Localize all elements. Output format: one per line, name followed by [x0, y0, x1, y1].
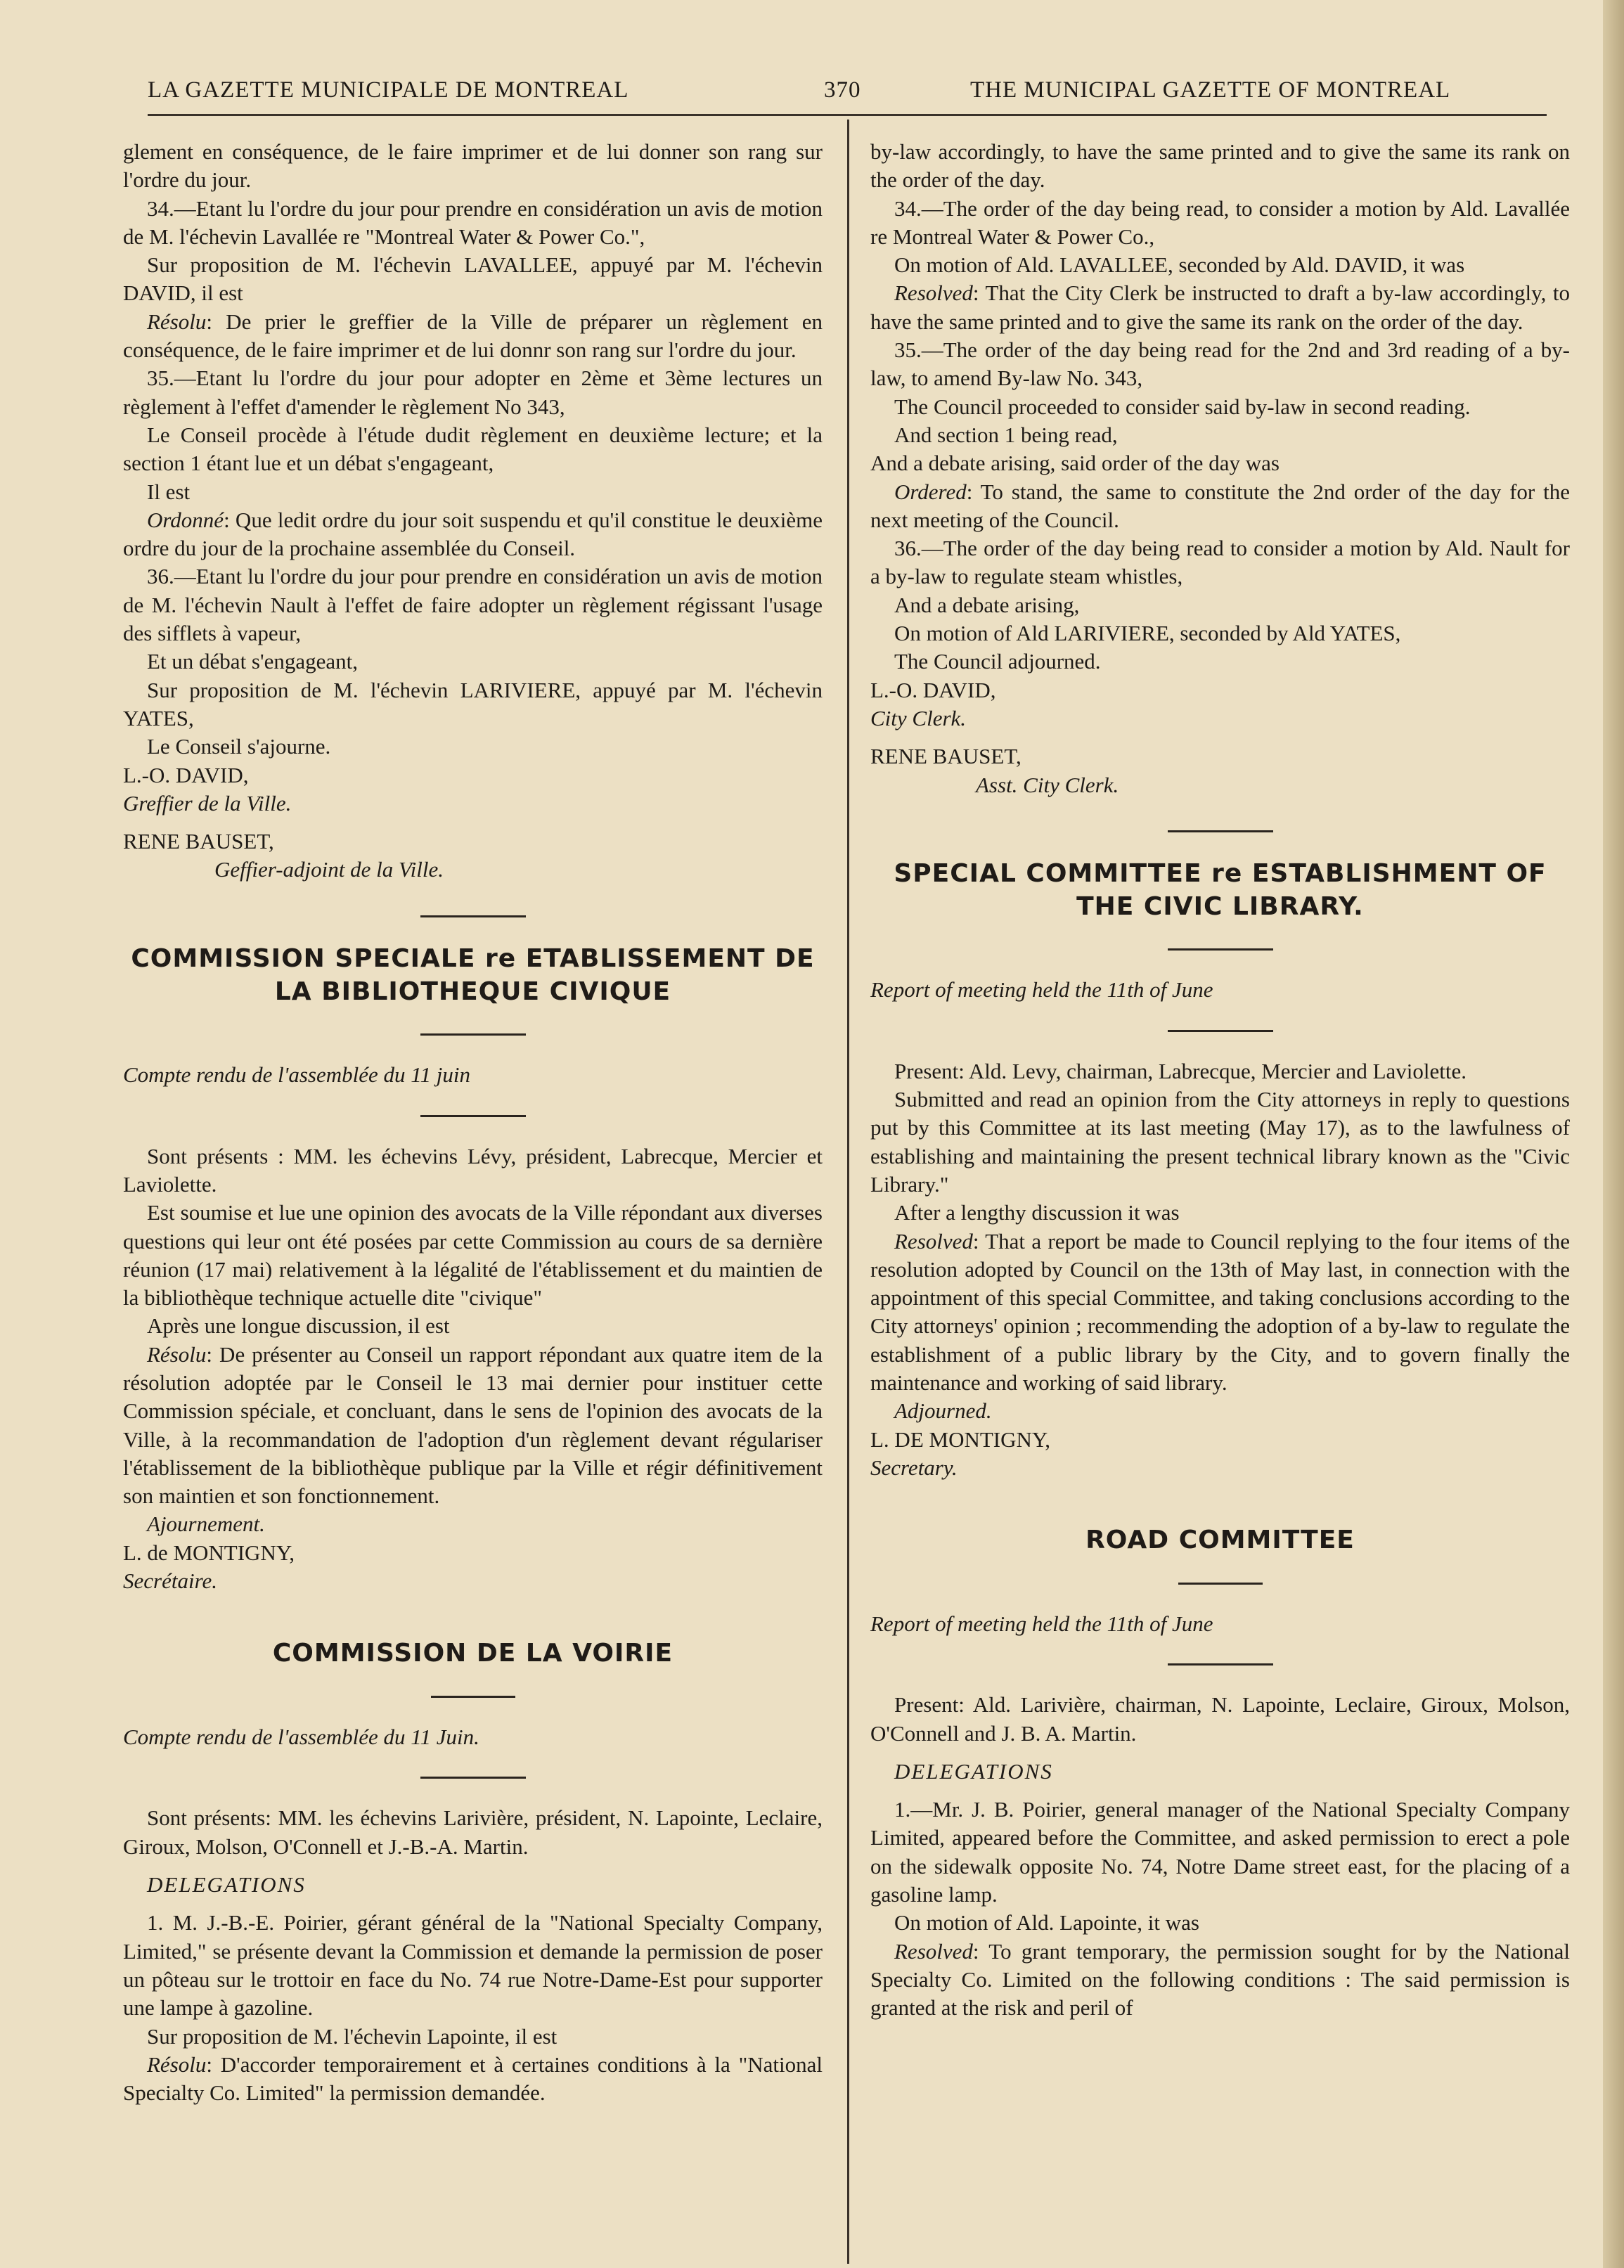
paragraph: glement en conséquence, de le faire imprimer et de lui donner son rang sur l'ordre du jour.: [123, 139, 823, 193]
assistant-title: Geffier-adjoint de la Ville.: [214, 857, 444, 882]
section-rule: [1168, 1663, 1273, 1665]
section-rule: [1178, 1583, 1263, 1585]
signature-name: L.-O. DAVID,: [870, 677, 996, 702]
paragraph: 34.—The order of the day being read, to consider a motion by Ald. Lavallée re Montreal Water & Power Co.,: [870, 195, 1570, 249]
resolution-label: Resolved: [894, 281, 973, 306]
page-header: [148, 77, 1547, 111]
paragraph: 36.—Etant lu l'ordre du jour pour prendre en considération un avis de motion de M. l'échevin Nault à l'effet de faire adopter un règlement régissant l'usage des sifflets à vapeur,: [123, 564, 823, 646]
resolution-label: Résolu: [147, 1341, 207, 1367]
signature-name: L. DE MONTIGNY,: [870, 1426, 1051, 1452]
assistant-name: RENE BAUSET,: [870, 744, 1022, 769]
order-label: Ordonné: [147, 507, 224, 532]
paragraph: by-law accordingly, to have the same printed and to give the same its rank on the order of the day.: [870, 139, 1570, 193]
paragraph: Present: Ald. Larivière, chairman, N. Lapointe, Leclaire, Giroux, Molson, O'Connell and J. B. A. Martin.: [870, 1692, 1570, 1746]
paragraph: 35.—Etant lu l'ordre du jour pour adopter en 2ème et 3ème lectures un règlement à l'effet d'amender le règlement No 343,: [123, 366, 823, 419]
paragraph: Sur proposition de M. l'échevin LARIVIERE, appuyé par M. l'échevin YATES,: [123, 677, 823, 730]
assistant-title: Asst. City Clerk.: [976, 772, 1119, 797]
signature-title: Secrétaire.: [123, 1568, 217, 1594]
page-edge: [1603, 0, 1624, 2268]
paragraph: Après une longue discussion, il est: [147, 1313, 450, 1339]
library-subtitle: Compte rendu de l'assemblée du 11 juin: [123, 1062, 470, 1088]
paragraph: 1. M. J.-B.-E. Poirier, gérant général de la "National Specialty Company, Limited," se présente devant la Commission et demande la permission de poser un pôteau sur le trottoir en face du No. 74 rue Notre-Dame-Est pour supporter une lampe à gazoline.: [123, 1910, 823, 2021]
signature-name: L. de MONTIGNY,: [123, 1540, 295, 1565]
paragraph: 35.—The order of the day being read for the 2nd and 3rd reading of a by-law, to amend By-law No. 343,: [870, 337, 1570, 391]
road-heading: COMMISSION DE LA VOIRIE: [272, 1639, 674, 1668]
library-heading: COMMISSION SPECIALE re ETABLISSEMENT DE LA BIBLIOTHEQUE CIVIQUE: [131, 943, 815, 1006]
paragraph: On motion of Ald. LAVALLEE, seconded by Ald. DAVID, it was: [894, 252, 1465, 278]
paragraph: Le Conseil s'ajourne.: [147, 734, 331, 759]
resolution-label: Resolved: [894, 1228, 973, 1254]
paragraph: And a debate arising,: [894, 592, 1080, 617]
resolution-label: Résolu: [147, 2051, 207, 2077]
page-number: 370: [824, 77, 861, 103]
paragraph: Résolu: De présenter au Conseil un rapport répondant aux quatre item de la résolution adoptée par le Conseil le 13 mai dernier pour instituer cette Commission spéciale, et concluant, dans le sens de l'opinion des avocats de la Ville, à la recommandation de l'adoption d'un règlement devant régulariser l'établissement de la bibliothèque publique par la Ville et régir définitivement son maintien et son fonctionnement.: [123, 1341, 823, 1509]
section-rule: [420, 1777, 526, 1779]
library-heading: SPECIAL COMMITTEE re ESTABLISHMENT OF THE CIVIC LIBRARY.: [894, 858, 1547, 921]
resolution-label: Resolved: [894, 1938, 973, 1964]
section-rule: [420, 1115, 526, 1117]
paragraph: Resolved: That a report be made to Council replying to the four items of the resolution adopted by Council on the 13th of May last, in connection with the appointment of this special Committee, and taking conclusions according to the City attorneys' opinion ; recommending the adoption of a by-law to regulate the establishment of a public library by the City, and to govern finally the maintenance and working of said library.: [870, 1228, 1570, 1395]
resolution-label: Résolu: [147, 309, 207, 334]
section-rule: [420, 1033, 526, 1036]
paragraph: 34.—Etant lu l'ordre du jour pour prendre en considération un avis de motion de M. l'échevin Lavallée re "Montreal Water & Power Co.",: [123, 195, 823, 249]
section-rule: [1168, 830, 1273, 832]
delegations-label: DELEGATIONS: [147, 1872, 306, 1897]
paragraph: Ordonné: Que ledit ordre du jour soit suspendu et qu'il constitue le deuxième ordre du jour de la prochaine assemblée du Conseil.: [123, 507, 823, 561]
paragraph: Résolu: De prier le greffier de la Ville de préparer un règlement en conséquence, de le faire imprimer et de lui donnr son rang sur l'ordre du jour.: [123, 309, 823, 363]
french-column: [123, 138, 823, 2107]
order-label: Ordered: [894, 479, 967, 504]
paragraph: The Council proceeded to consider said by-law in second reading.: [894, 394, 1471, 419]
paragraph: Sont présents: MM. les échevins Larivière, président, N. Lapointe, Leclaire, Giroux, Molson, O'Connell et J.-B.-A. Martin.: [123, 1805, 823, 1859]
paragraph: Sur proposition de M. l'échevin Lapointe, il est: [147, 2023, 558, 2049]
signature-title: Secretary.: [870, 1455, 958, 1480]
header-rule: [148, 114, 1547, 116]
english-column: [870, 138, 1570, 2023]
signature-title: City Clerk.: [870, 705, 967, 730]
assistant-name: RENE BAUSET,: [123, 829, 274, 854]
header-title-fr: LA GAZETTE MUNICIPALE DE MONTREAL: [148, 77, 629, 103]
paragraph: Resolved: To grant temporary, the permission sought for by the National Specialty Co. Limited on the following conditions : The said permission is granted at the risk and peril of: [870, 1938, 1570, 2021]
paragraph: Ordered: To stand, the same to constitute the 2nd order of the day for the next meeting of the Council.: [870, 479, 1570, 532]
section-rule: [420, 915, 526, 917]
paragraph: Present: Ald. Levy, chairman, Labrecque, Mercier and Laviolette.: [894, 1058, 1467, 1083]
delegations-label: DELEGATIONS: [894, 1758, 1053, 1784]
column-divider: [847, 120, 849, 2264]
adjournment: Ajournement.: [147, 1512, 265, 1537]
paragraph: 1.—Mr. J. B. Poirier, general manager of the National Specialty Company Limited, appeared before the Committee, and asked permission to erect a pole on the sidewalk opposite No. 74, Notre Dame street east, for the placing of a gasoline lamp.: [870, 1797, 1570, 1907]
header-title-en: THE MUNICIPAL GAZETTE OF MONTREAL: [970, 77, 1451, 103]
paragraph: Submitted and read an opinion from the City attorneys in reply to questions put by this Committee at its last meeting (May 17), as to the lawfulness of establishing and maintaining the present technical library known as the "Civic Library.": [870, 1087, 1570, 1197]
paragraph: 36.—The order of the day being read to consider a motion by Ald. Nault for a by-law to regulate steam whistles,: [870, 536, 1570, 589]
road-heading: ROAD COMMITTEE: [1085, 1526, 1355, 1555]
paragraph: And section 1 being read,: [894, 422, 1118, 447]
paragraph: Résolu: D'accorder temporairement et à certaines conditions à la "National Specialty Co. Limited" la permission demandée.: [123, 2051, 823, 2106]
road-subtitle: Report of meeting held the 11th of June: [870, 1611, 1213, 1636]
paragraph: On motion of Ald LARIVIERE, seconded by Ald YATES,: [894, 621, 1401, 646]
paragraph: On motion of Ald. Lapointe, it was: [894, 1910, 1199, 1935]
section-rule: [431, 1696, 515, 1698]
adjournment: Adjourned.: [894, 1398, 992, 1424]
road-subtitle: Compte rendu de l'assemblée du 11 Juin.: [123, 1725, 479, 1750]
paragraph: Et un débat s'engageant,: [147, 649, 358, 674]
paragraph: Sont présents : MM. les échevins Lévy, président, Labrecque, Mercier et Laviolette.: [123, 1143, 823, 1197]
paragraph: And a debate arising, said order of the day was: [870, 451, 1280, 476]
paragraph: Il est: [147, 479, 191, 504]
signature-name: L.-O. DAVID,: [123, 762, 249, 787]
signature-title: Greffier de la Ville.: [123, 790, 292, 816]
paragraph: The Council adjourned.: [894, 649, 1101, 674]
paragraph: Sur proposition de M. l'échevin LAVALLEE, appuyé par M. l'échevin DAVID, il est: [123, 252, 823, 306]
section-rule: [1168, 1030, 1273, 1032]
library-subtitle: Report of meeting held the 11th of June: [870, 977, 1213, 1003]
paragraph: After a lengthy discussion it was: [894, 1200, 1180, 1225]
paragraph: Est soumise et lue une opinion des avocats de la Ville répondant aux diverses questions qui leur ont été posées par cette Commission au cours de sa dernière réunion (17 mai) relativement à la légalité de l'établissement et du maintien de la bibliothèque technique actuelle dite "civique": [123, 1200, 823, 1310]
section-rule: [1168, 948, 1273, 951]
paragraph: Le Conseil procède à l'étude dudit règlement en deuxième lecture; et la section 1 étant lue et un débat s'engageant,: [123, 422, 823, 476]
paragraph: Resolved: That the City Clerk be instructed to draft a by-law accordingly, to have the same printed and to give the same its rank on the order of the day.: [870, 281, 1570, 334]
